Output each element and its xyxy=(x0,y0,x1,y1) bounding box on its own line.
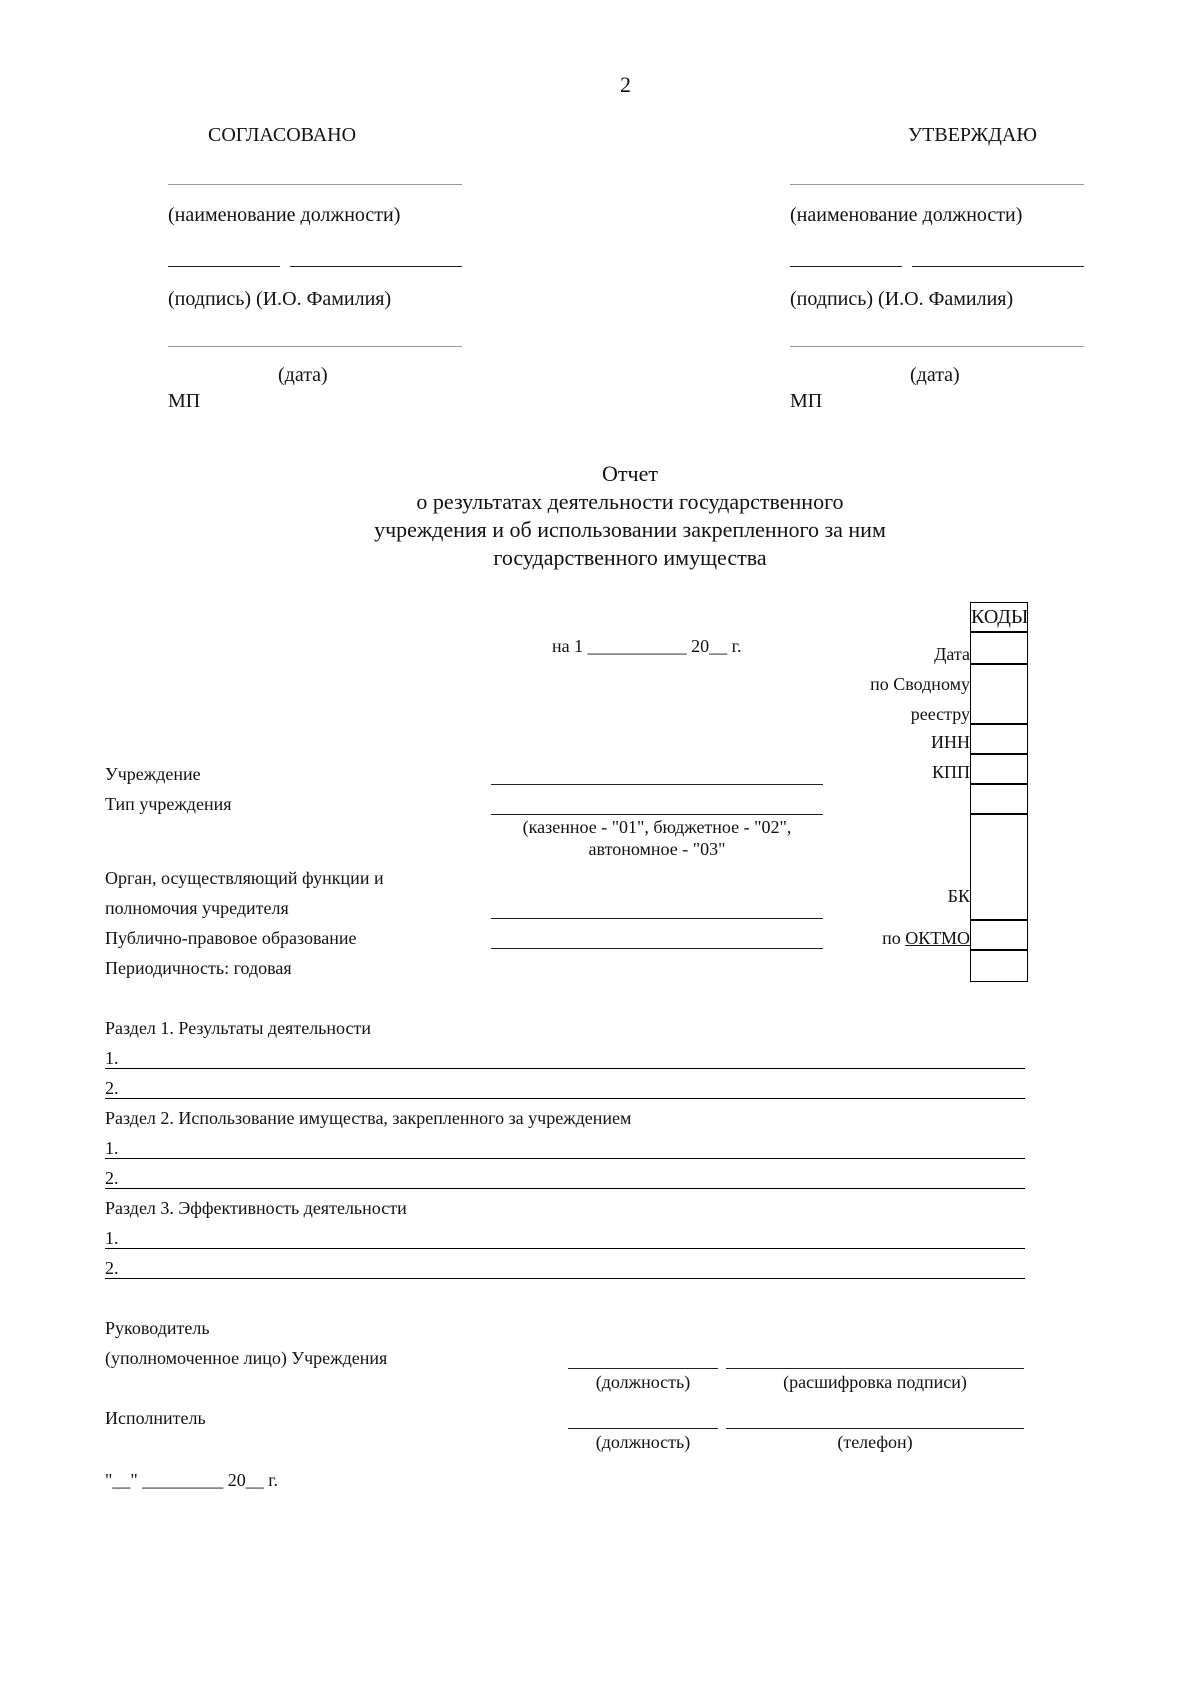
section-3-line-1[interactable] xyxy=(105,1248,1025,1249)
date-line-right[interactable] xyxy=(790,346,1084,347)
date-year: 20__ г. xyxy=(691,636,742,656)
date-caption-left: (дата) xyxy=(278,364,328,386)
periodicity-label: Периодичность: годовая xyxy=(105,958,292,978)
executor-position-line[interactable] xyxy=(568,1428,718,1429)
head-name-line[interactable] xyxy=(726,1368,1024,1369)
founder-label-2: полномочия учредителя xyxy=(105,898,289,918)
section-3-line-2[interactable] xyxy=(105,1278,1025,1279)
code-bk-label: БК xyxy=(947,886,970,906)
date-blank[interactable]: ___________ xyxy=(587,636,687,656)
oktmo-prefix: по xyxy=(882,928,901,948)
signature-caption-left: (подпись) (И.О. Фамилия) xyxy=(168,288,392,310)
codes-table xyxy=(970,602,1028,982)
section-2-title: Раздел 2. Использование имущества, закрепленного за учреждением xyxy=(105,1108,632,1128)
founder-line[interactable] xyxy=(491,918,823,919)
code-oktmo-label xyxy=(770,928,970,949)
head-label-1: Руководитель xyxy=(105,1318,210,1338)
code-registry-label-1: по Сводному xyxy=(870,674,970,694)
section-1-line-1[interactable] xyxy=(105,1068,1025,1069)
page-number: 2 xyxy=(620,72,631,97)
codes-header: КОДЫ xyxy=(971,606,1029,628)
section-1-item-2: 2. xyxy=(105,1078,119,1098)
stamp-label-left: МП xyxy=(168,390,201,412)
position-line-right[interactable] xyxy=(790,184,1084,185)
type-hint-line-1: (казенное - "01", бюджетное - "02", xyxy=(522,817,792,837)
title-line-1: Отчет xyxy=(602,461,658,486)
title-line-2: о результатах деятельности государственного xyxy=(416,489,844,514)
section-2-line-2[interactable] xyxy=(105,1188,1025,1189)
code-registry-cell[interactable] xyxy=(970,664,1028,724)
name-line-left[interactable] xyxy=(290,266,462,267)
code-kpp-cell[interactable] xyxy=(970,754,1028,784)
code-kpp-label: КПП xyxy=(931,762,970,782)
founder-label-1: Орган, осуществляющий функции и xyxy=(105,868,384,888)
institution-type-hint xyxy=(491,816,823,860)
institution-label: Учреждение xyxy=(105,764,201,784)
stamp-label-right: МП xyxy=(790,390,823,412)
code-registry-label-2: реестру xyxy=(910,704,970,724)
public-entity-label: Публично-правовое образование xyxy=(105,928,357,948)
signature-line-right[interactable] xyxy=(790,266,902,267)
section-1-line-2[interactable] xyxy=(105,1098,1025,1099)
section-3-item-2: 2. xyxy=(105,1258,119,1278)
oktmo-link[interactable]: ОКТМО xyxy=(905,928,970,948)
institution-type-label: Тип учреждения xyxy=(105,794,232,814)
section-2-line-1[interactable] xyxy=(105,1158,1025,1159)
head-name-caption: (расшифровка подписи) xyxy=(783,1372,967,1392)
approved-by-heading: СОГЛАСОВАНО xyxy=(208,124,357,146)
executor-label: Исполнитель xyxy=(105,1408,206,1428)
code-inn-label: ИНН xyxy=(931,732,970,752)
type-hint-line-2: автономное - "03" xyxy=(588,839,726,859)
date-caption-right: (дата) xyxy=(910,364,960,386)
codes-header-cell xyxy=(970,602,1028,632)
date-prefix: на 1 xyxy=(552,636,584,656)
head-label-2: (уполномоченное лицо) Учреждения xyxy=(105,1348,388,1368)
section-2-item-1: 1. xyxy=(105,1138,119,1158)
code-date-cell[interactable] xyxy=(970,632,1028,664)
executor-phone-caption: (телефон) xyxy=(837,1432,913,1452)
title-line-4: государственного имущества xyxy=(493,545,767,570)
executor-position-caption: (должность) xyxy=(595,1432,691,1452)
public-entity-line[interactable] xyxy=(491,948,823,949)
position-caption-left: (наименование должности) xyxy=(168,204,401,226)
code-inn-cell[interactable] xyxy=(970,724,1028,754)
code-date-label: Дата xyxy=(934,644,970,664)
position-caption-right: (наименование должности) xyxy=(790,204,1023,226)
position-line-left[interactable] xyxy=(168,184,462,185)
section-3-title: Раздел 3. Эффективность деятельности xyxy=(105,1198,407,1218)
approve-heading: УТВЕРЖДАЮ xyxy=(908,124,1037,146)
report-date-line xyxy=(552,636,741,657)
head-position-caption: (должность) xyxy=(595,1372,691,1392)
code-type-cell[interactable] xyxy=(970,784,1028,814)
institution-line[interactable] xyxy=(491,784,823,785)
head-position-line[interactable] xyxy=(568,1368,718,1369)
section-1-item-1: 1. xyxy=(105,1048,119,1068)
section-1-title: Раздел 1. Результаты деятельности xyxy=(105,1018,371,1038)
code-bk-cell[interactable] xyxy=(970,814,1028,920)
name-line-right[interactable] xyxy=(912,266,1084,267)
title-line-3: учреждения и об использовании закрепленного за ним xyxy=(374,517,886,542)
signature-line-left[interactable] xyxy=(168,266,280,267)
institution-type-line[interactable] xyxy=(491,814,823,815)
footer-date[interactable]: "__" _________ 20__ г. xyxy=(105,1470,279,1490)
executor-phone-line[interactable] xyxy=(726,1428,1024,1429)
code-oktmo-cell[interactable] xyxy=(970,920,1028,950)
report-title xyxy=(300,460,960,572)
signature-caption-right: (подпись) (И.О. Фамилия) xyxy=(790,288,1014,310)
section-2-item-2: 2. xyxy=(105,1168,119,1188)
section-3-item-1: 1. xyxy=(105,1228,119,1248)
code-period-cell[interactable] xyxy=(970,950,1028,982)
date-line-left[interactable] xyxy=(168,346,462,347)
